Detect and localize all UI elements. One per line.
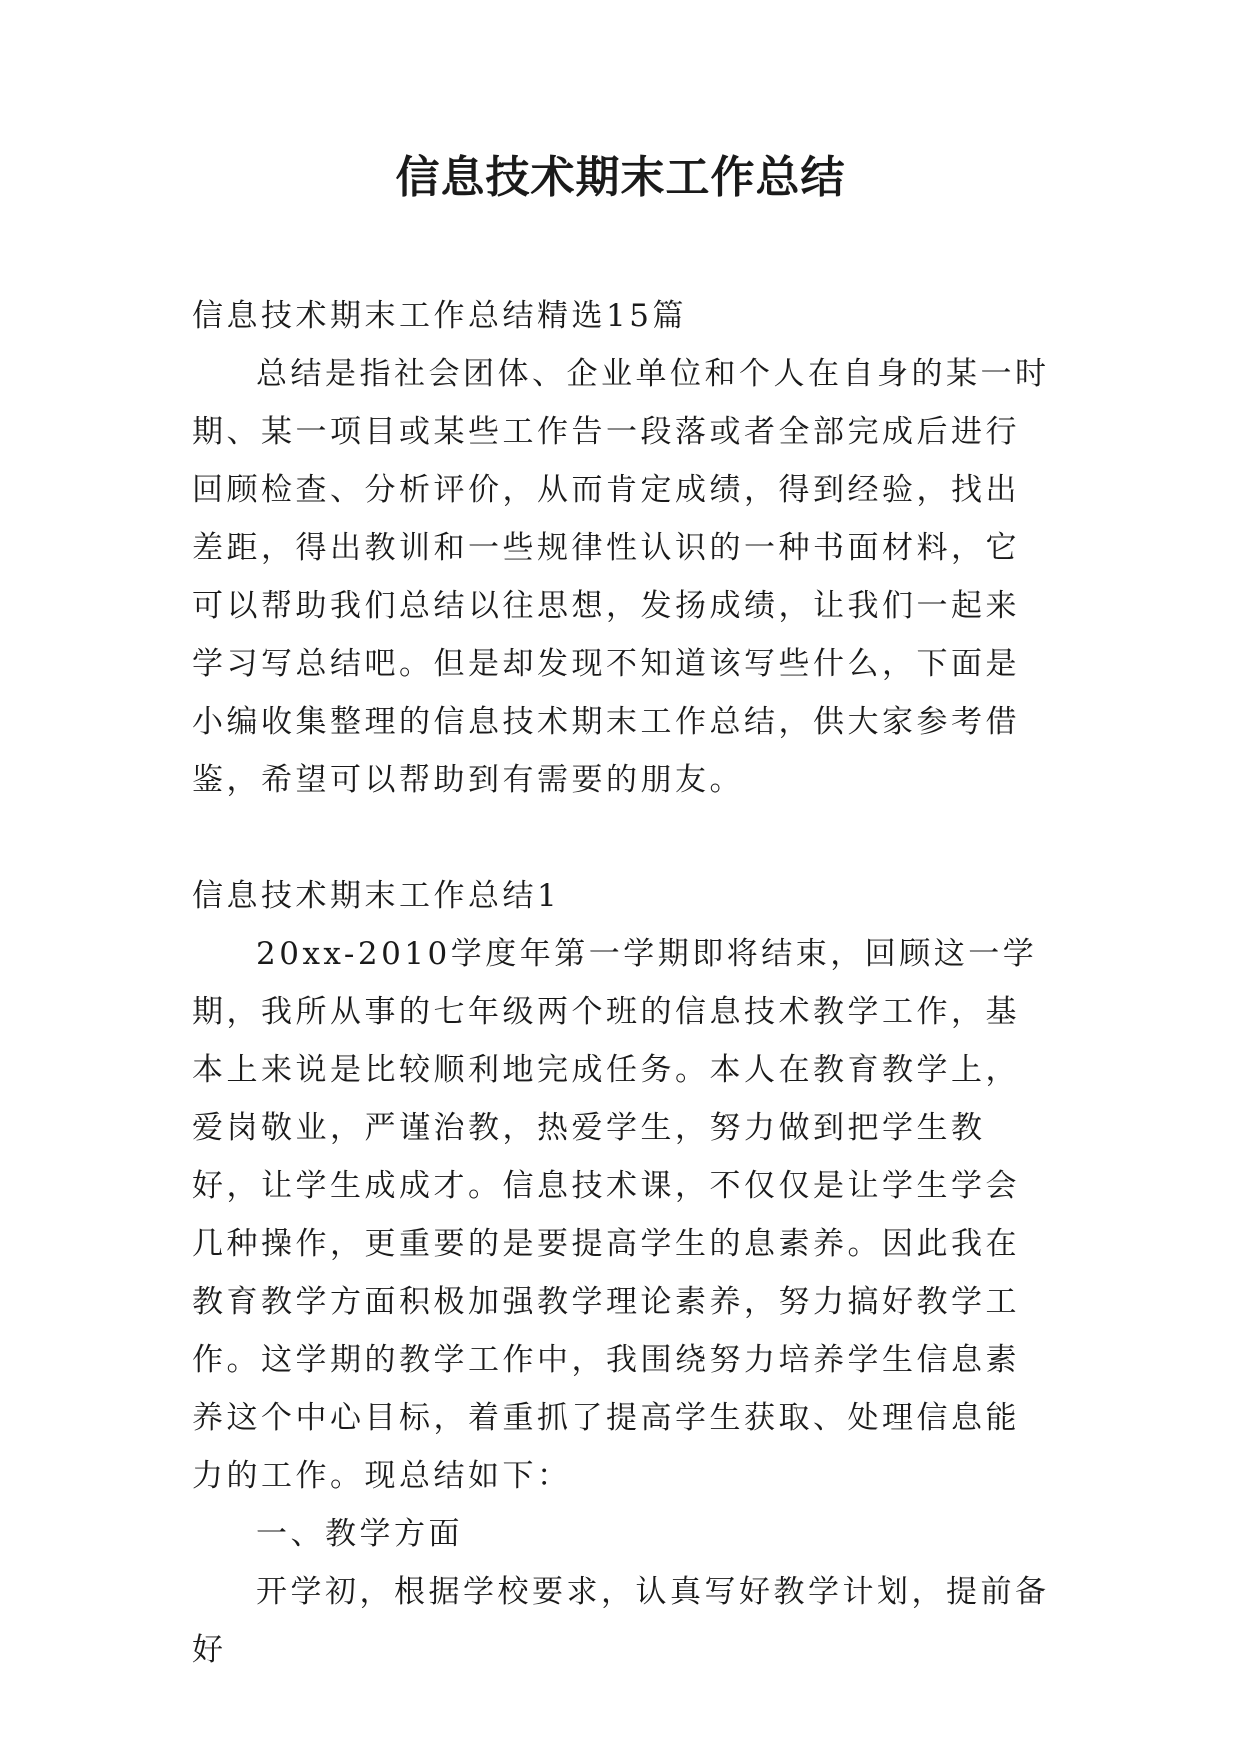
teaching-paragraph: 开学初，根据学校要求，认真写好教学计划，提前备好 — [192, 1574, 1050, 1668]
section-paragraph: 20xx-2010学度年第一学期即将结束，回顾这一学期，我所从事的七年级两个班的信息技术教学工作，基本上来说是比较顺利地完成任务。本人在教育教学上，爱岗敬业，严谨治教，热爱学生，努力做到把学生教好，让学生成成才。信息技术课，不仅仅是让学生学会几种操作，更重要的是要提高学生的息素养。因此我在教育教学方面积极加强教学理论素养，努力搞好教学工作。这学期的教学工作中，我围绕努力培养学生信息素养这个中心目标，着重抓了提高学生获取、处理信息能力的工作。现总结如下： — [192, 936, 1038, 1494]
document-title: 信息技术期末工作总结 — [395, 152, 846, 203]
subheading-teaching: 一、教学方面 — [256, 1516, 463, 1552]
document-subtitle: 信息技术期末工作总结精选15篇 — [192, 298, 687, 334]
document-body — [192, 287, 1052, 1679]
intro-paragraph: 总结是指社会团体、企业单位和个人在自身的某一时期、某一项目或某些工作告一段落或者全部完成后进行回顾检查、分析评价，从而肯定成绩，得到经验，找出差距，得出教训和一些规律性认识的一种书面材料，它可以帮助我们总结以往思想，发扬成绩，让我们一起来学习写总结吧。但是却发现不知道该写些什么，下面是小编收集整理的信息技术期末工作总结，供大家参考借鉴，希望可以帮助到有需要的朋友。 — [192, 356, 1050, 798]
section-heading: 信息技术期末工作总结1 — [192, 878, 561, 914]
